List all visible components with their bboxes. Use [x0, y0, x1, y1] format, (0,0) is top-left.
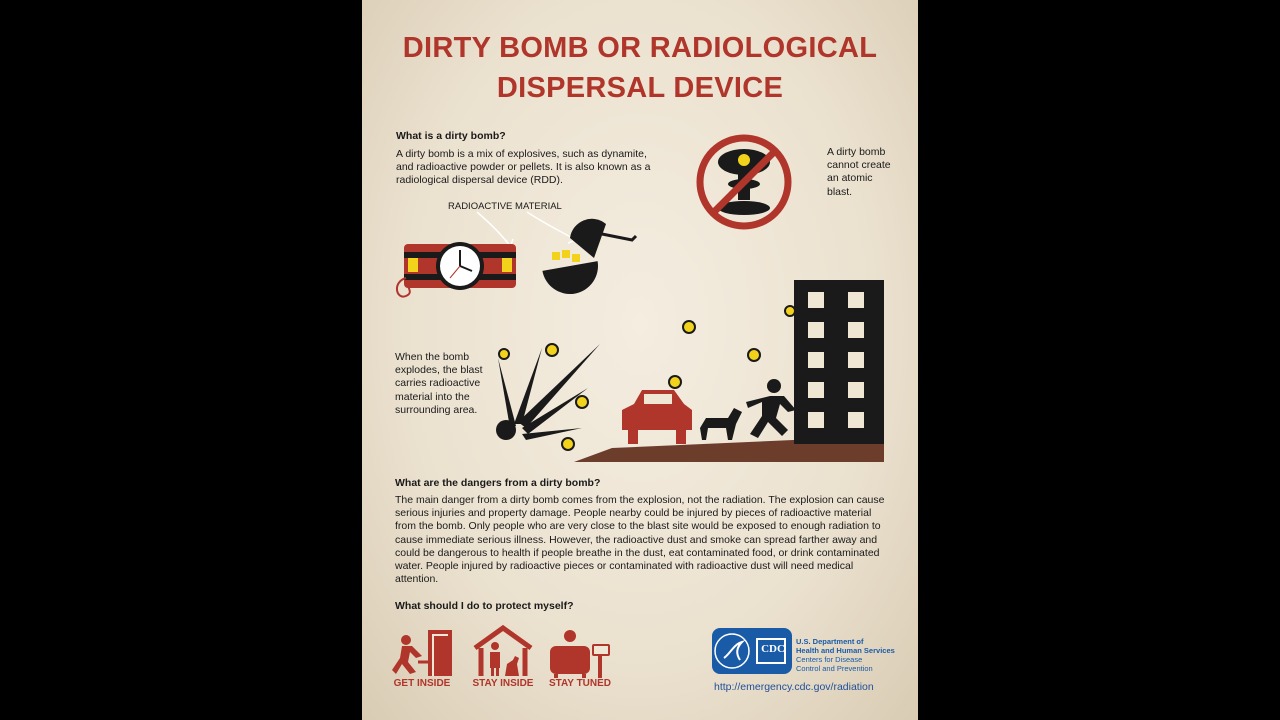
blast-scene-illustration — [492, 278, 832, 468]
no-atomic-blast-icon — [696, 134, 792, 230]
title-line-2: DISPERSAL DEVICE — [496, 72, 784, 104]
radioactive-material-label: RADIOACTIVE MATERIAL — [448, 201, 562, 212]
section-heading-what-is: What is a dirty bomb? — [396, 130, 506, 142]
section-heading-protect: What should I do to protect myself? — [395, 600, 574, 612]
dept-line-2: Health and Human Services — [796, 646, 895, 655]
title-line-1: DIRTY BOMB OR RADIOLOGICAL — [402, 32, 878, 64]
cdc-line-1: Centers for Disease — [796, 655, 863, 664]
stay-tuned-icon — [548, 630, 612, 680]
action-label-stay-tuned: STAY TUNED — [548, 678, 612, 689]
cdc-dept-block — [796, 637, 895, 673]
poster — [362, 0, 918, 720]
action-label-get-inside: GET INSIDE — [393, 678, 451, 689]
section-body-what-is: A dirty bomb is a mix of explosives, such as dynamite, and radioactive powder or pellets. It is also known as a radiological dispersal device (RDD). — [396, 148, 651, 187]
dept-line-1: U.S. Department of — [796, 637, 864, 646]
stay-inside-icon — [473, 626, 533, 676]
get-inside-icon — [392, 626, 456, 676]
cdc-line-2: Control and Prevention — [796, 664, 873, 673]
section-heading-dangers: What are the dangers from a dirty bomb? — [395, 477, 601, 489]
action-label-stay-inside: STAY INSIDE — [472, 678, 534, 689]
blast-caption: When the bomb explodes, the blast carries radioactive material into the surrounding area. — [395, 351, 483, 416]
cdc-logo-text: CDC — [761, 643, 785, 655]
radiation-url-link[interactable]: http://emergency.cdc.gov/radiation — [714, 681, 874, 693]
atomic-blast-note: A dirty bomb cannot create an atomic blast. — [827, 146, 891, 198]
section-body-dangers: The main danger from a dirty bomb comes from the explosion, not the radiation. The explosion can cause serious injuries and property damage. People nearby could be injured by pieces of radioactive material from the bomb. Only people who are very close to the blast site would be exposed to enough radiation to cause immediate serious illness. However, the radioactive dust and smoke can spread farther away and could be dangerous to health if people breathe in the dust, eat contaminated food, or drink contaminated water. People injured by radioactive pieces or contaminated with radioactive dust will need medical attention. — [395, 494, 885, 586]
